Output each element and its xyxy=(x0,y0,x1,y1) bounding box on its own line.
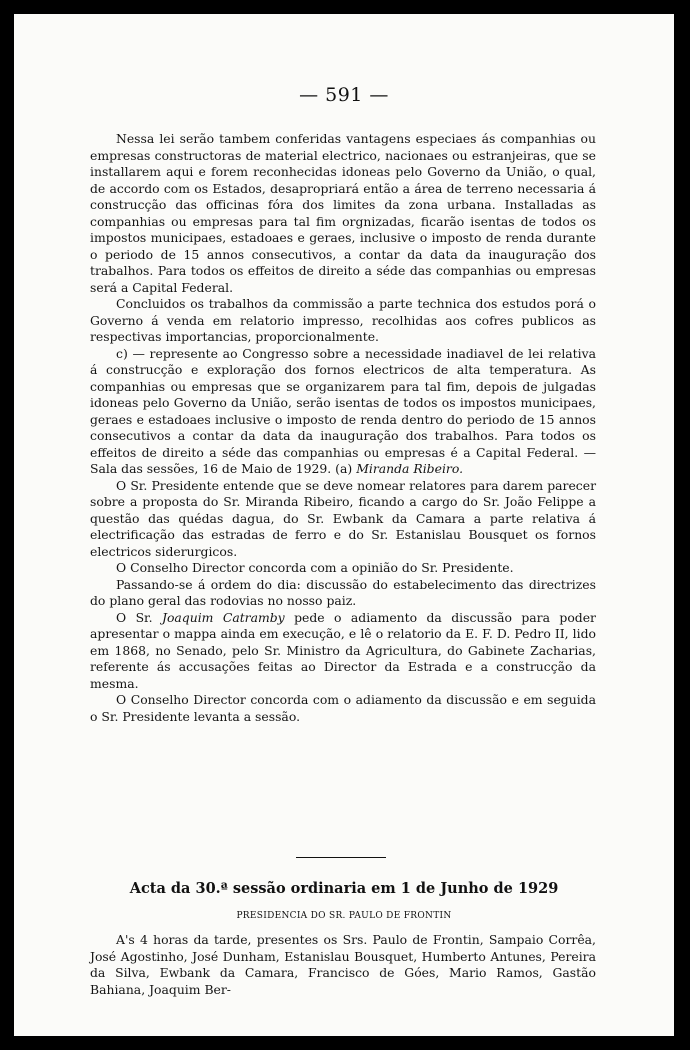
page-number: — 591 — xyxy=(299,84,389,106)
acta-title: Acta da 30.ª sessão ordinaria em 1 de Junho de 1929 xyxy=(129,880,559,897)
paragraph-lei-vantagens: Nessa lei serão tambem conferidas vantagens especiaes ás companhias ou empresas constructoras de material electrico, nacionaes ou estranjeiras, que se installarem aqui e forem reconhecidas idoneas pelo Governo da União, o qual, de accordo com os Estados, desapropriará então a área de terreno necessaria á construcção das officinas fóra dos limites da zona urbana. Installadas as companhias ou empresas para tal fim orgnizadas, ficarão isentas de todos os impostos municipaes, estadoaes e geraes, inclusive o imposto de renda durante o periodo de 15 annos consecutivos, a contar da data da inauguração dos trabalhos. Para todos os effeitos de direito a séde das companhias ou empresas será a Capital Federal. xyxy=(90,131,596,295)
section-divider xyxy=(296,857,386,858)
paragraph-relatorio-impresso: Concluidos os trabalhos da commissão a parte technica dos estudos porá o Governo á venda em relatorio impresso, recolhidas aos cofres publicos as respectivas importancias, proporcionalmente. xyxy=(90,296,596,344)
paragraph-fornos-electricos-text: c) — represente ao Congresso sobre a necessidade inadiavel de lei relativa á construcção e exploração dos fornos electricos de alta temperatura. As companhias ou empresas que se organizarem para tal fim, depois de julgadas idoneas pelo Governo da União, serão isentas de todos os impostos municipaes, geraes e estadoaes inclusive o imposto de renda dentro do periodo de 15 annos consecutivos a contar da data da inauguração dos trabalhos. Para todos os effeitos de direito a séde das companhias ou empresas é a Capital Federal. — Sala das sessões, 16 de Maio de 1929. (a) xyxy=(90,345,596,476)
main-text xyxy=(90,131,596,725)
paragraph-adiamento xyxy=(90,610,596,693)
paragraph-adiamento-text: pede o adiamento da discussão para poder apresentar o mappa ainda em execução, e lê o relatorio da E. F. D. Pedro II, lido em 1868, no Senado, pelo Sr. Ministro da Agricultura, do Gabinete Zacharias, referente ás accusações feitas ao Director da Estrada e a construcção da mesma. xyxy=(90,609,596,691)
opening-text xyxy=(90,932,596,998)
presidencia-heading: PRESIDENCIA DO SR. PAULO DE FRONTIN xyxy=(236,911,452,921)
paragraph-levanta-sessao: O Conselho Director concorda com o adiamento da discussão e em seguida o Sr. Presidente levanta a sessão. xyxy=(90,692,596,724)
paragraph-fornos-electricos xyxy=(90,346,596,478)
paragraph-adiamento-prefix: O Sr. xyxy=(116,609,153,625)
name-joaquim-catramby: Joaquim Catramby xyxy=(161,609,285,625)
paragraph-presentes: A's 4 horas da tarde, presentes os Srs. Paulo de Frontin, Sampaio Corrêa, José Agostinho, José Dunham, Estanislau Bousquet, Humberto Antunes, Pereira da Silva, Ewbank da Camara, Francisco de Góes, Mario Ramos, Gastão Bahiana, Joaquim Ber- xyxy=(90,932,596,997)
paragraph-relatores: O Sr. Presidente entende que se deve nomear relatores para darem parecer sobre a proposta do Sr. Miranda Ribeiro, ficando a cargo do Sr. João Felippe a questão das quédas dagua, do Sr. Ewbank da Camara a parte relativa á electrificação das estradas de ferro e do Sr. Estanislau Bousquet os fornos electricos siderurgicos. xyxy=(90,477,596,559)
signature-miranda-ribeiro: Miranda Ribeiro. xyxy=(356,461,464,476)
document-page xyxy=(14,14,674,1036)
paragraph-ordem-do-dia: Passando-se á ordem do dia: discussão do estabelecimento das directrizes do plano geral das rodovias no nosso paiz. xyxy=(90,576,596,608)
paragraph-conselho-concorda: O Conselho Director concorda com a opinião do Sr. Presidente. xyxy=(116,560,514,575)
